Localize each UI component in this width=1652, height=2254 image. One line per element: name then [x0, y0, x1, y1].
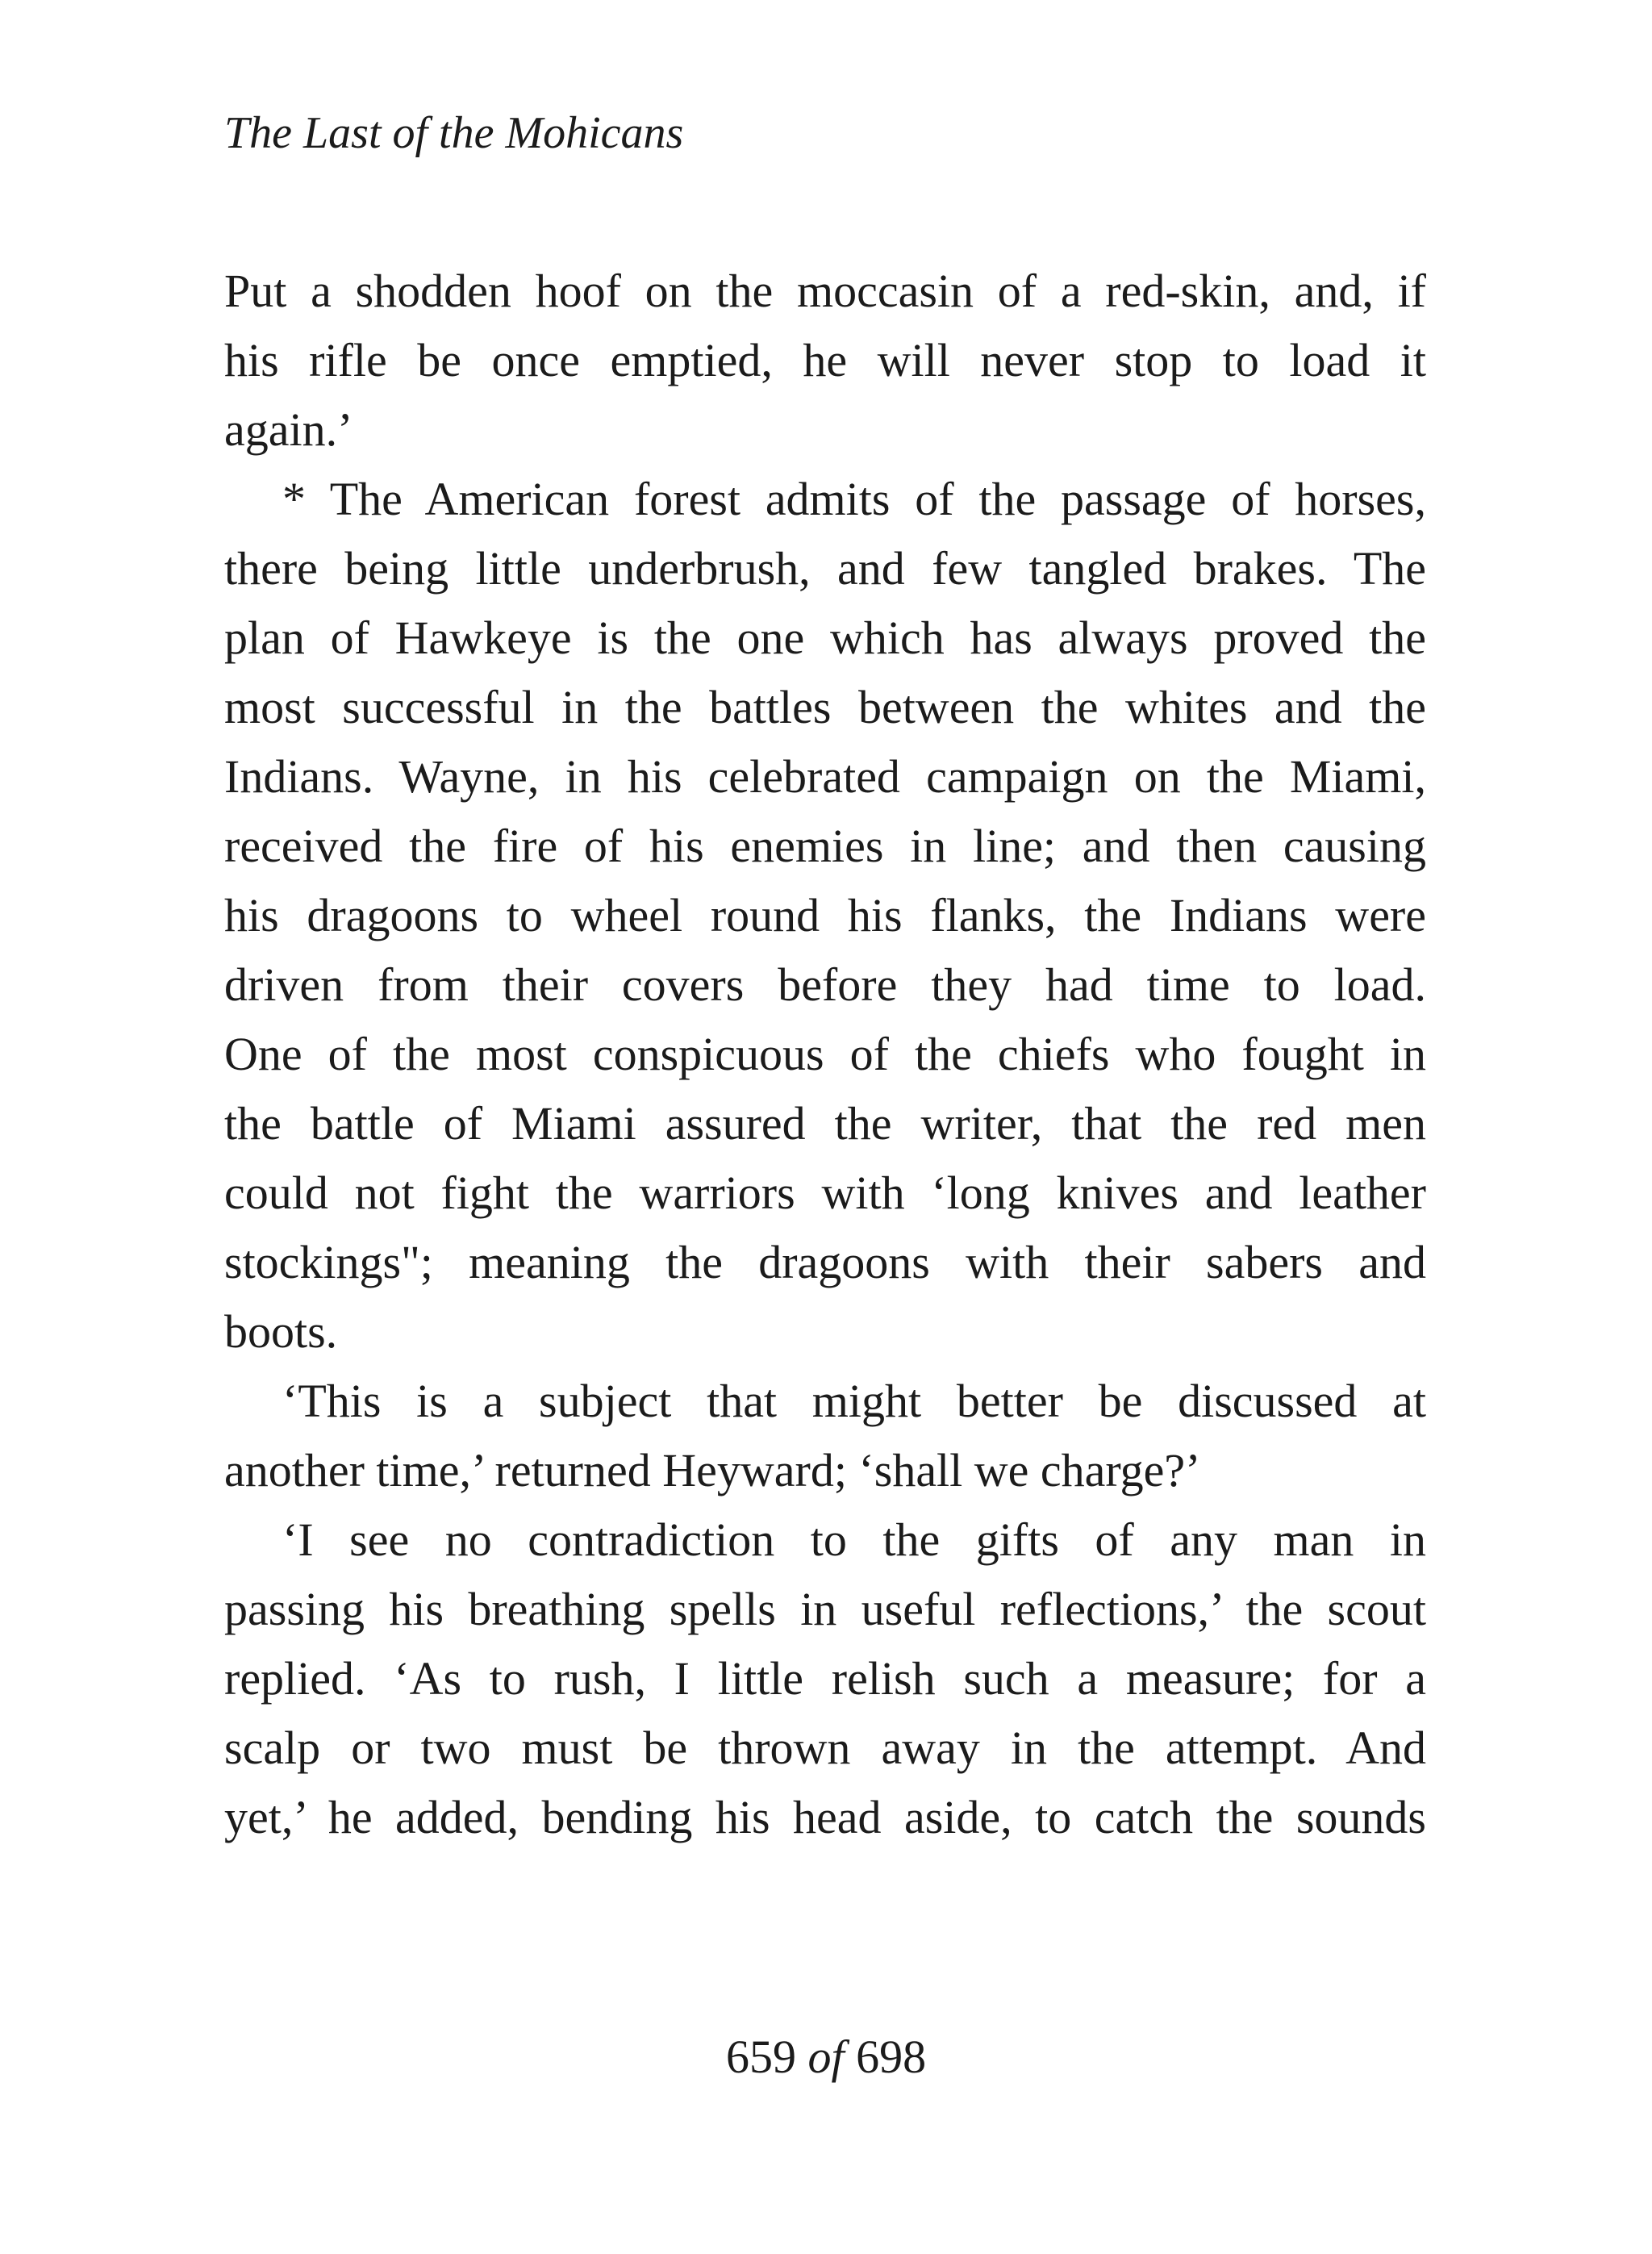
- text-line: yet,’ he added, bending his head aside, to catch the sounds: [224, 1791, 1426, 1843]
- text-line: plan of Hawkeye is the one which has always proved the: [224, 612, 1426, 664]
- page-number-separator: of: [807, 2031, 845, 2083]
- text-line: passing his breathing spells in useful reflections,’ the scout: [224, 1583, 1426, 1635]
- text-line: One of the most conspicuous of the chiefs who fought in: [224, 1028, 1426, 1080]
- paragraph: [224, 257, 1426, 465]
- text-line: most successful in the battles between the whites and the: [224, 681, 1426, 733]
- footnote-paragraph: [224, 465, 1426, 1367]
- text-line: there being little underbrush, and few tangled brakes. The: [224, 542, 1426, 595]
- text-line: Put a shodden hoof on the moccasin of a red-skin, and, if: [224, 265, 1426, 317]
- text-line: replied. ‘As to rush, I little relish such a measure; for a: [224, 1652, 1426, 1705]
- text-line: scalp or two must be thrown away in the attempt. And: [224, 1722, 1426, 1774]
- text-line: ‘This is a subject that might better be discussed at: [282, 1375, 1426, 1427]
- page-number: [0, 2025, 1652, 2089]
- text-line: Indians. Wayne, in his celebrated campaign on the Miami,: [224, 750, 1426, 803]
- current-page: 659: [725, 2031, 796, 2083]
- paragraph: [224, 1505, 1426, 1852]
- text-line: boots.: [224, 1305, 338, 1358]
- text-line: could not fight the warriors with ‘long knives and leather: [224, 1167, 1426, 1219]
- text-line: driven from their covers before they had time to load.: [224, 958, 1426, 1011]
- text-line: ‘I see no contradiction to the gifts of any man in: [282, 1513, 1426, 1566]
- text-line: received the fire of his enemies in line; and then causing: [224, 820, 1426, 872]
- text-line: another time,’ returned Heyward; ‘shall we charge?’: [224, 1444, 1201, 1496]
- text-line: stockings"; meaning the dragoons with their sabers and: [224, 1236, 1426, 1288]
- text-line: * The American forest admits of the passage of horses,: [282, 473, 1426, 525]
- text-line: his rifle be once emptied, he will never stop to load it: [224, 334, 1426, 386]
- total-pages: 698: [856, 2031, 927, 2083]
- paragraph: [224, 1367, 1426, 1505]
- text-line: again.’: [224, 403, 353, 456]
- text-line: his dragoons to wheel round his flanks, the Indians were: [224, 889, 1426, 941]
- body-text: [224, 257, 1426, 1852]
- running-head: The Last of the Mohicans: [224, 108, 684, 158]
- text-line: the battle of Miami assured the writer, that the red men: [224, 1097, 1426, 1150]
